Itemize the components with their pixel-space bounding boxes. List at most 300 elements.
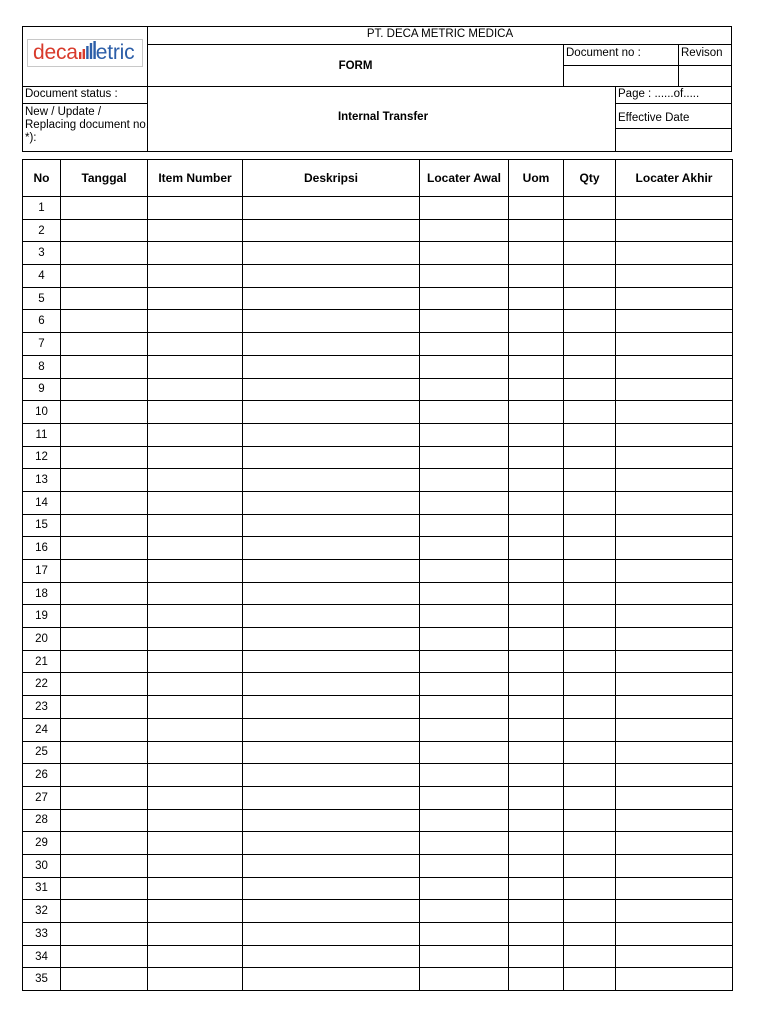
table-cell[interactable] [616,923,733,946]
table-cell[interactable] [420,582,509,605]
table-cell[interactable] [61,809,148,832]
table-row [23,514,733,537]
table-cell[interactable] [420,219,509,242]
table-cell[interactable] [616,514,733,537]
table-cell[interactable] [61,197,148,220]
table-cell[interactable] [564,310,616,333]
table-cell[interactable] [420,718,509,741]
table-cell[interactable] [148,514,243,537]
table-row [23,900,733,923]
table-cell[interactable] [148,854,243,877]
table-cell[interactable] [148,923,243,946]
table-cell[interactable] [61,900,148,923]
table-cell[interactable] [243,287,420,310]
table-cell[interactable] [509,809,564,832]
table-cell[interactable] [420,945,509,968]
table-cell[interactable] [61,423,148,446]
table-cell[interactable] [420,877,509,900]
table-row [23,333,733,356]
table-row [23,242,733,265]
table-cell[interactable] [148,355,243,378]
table-cell[interactable] [616,537,733,560]
table-cell[interactable] [243,197,420,220]
table-row [23,401,733,424]
table-row [23,923,733,946]
table-cell[interactable] [243,355,420,378]
table-cell[interactable] [148,786,243,809]
table-cell[interactable] [616,219,733,242]
table-cell[interactable] [243,968,420,991]
table-cell[interactable] [243,446,420,469]
table-cell[interactable] [148,401,243,424]
table-cell[interactable] [243,401,420,424]
table-cell[interactable] [564,401,616,424]
table-cell[interactable] [61,446,148,469]
table-cell[interactable] [61,877,148,900]
table-cell[interactable] [509,310,564,333]
table-cell[interactable] [509,786,564,809]
table-cell[interactable] [616,945,733,968]
table-cell[interactable] [61,469,148,492]
table-cell[interactable] [509,628,564,651]
table-row [23,378,733,401]
table-cell[interactable] [564,219,616,242]
table-cell[interactable] [148,809,243,832]
table-cell[interactable] [61,401,148,424]
table-cell[interactable] [420,265,509,288]
table-row [23,877,733,900]
table-cell[interactable] [243,877,420,900]
row-number: 11 [23,423,61,446]
table-cell[interactable] [243,673,420,696]
table-cell[interactable] [243,900,420,923]
table-cell[interactable] [243,741,420,764]
transfer-table [22,159,733,991]
column-header: Locater Awal [420,160,509,197]
table-cell[interactable] [616,333,733,356]
table-cell[interactable] [243,469,420,492]
table-row [23,968,733,991]
table-cell[interactable] [564,355,616,378]
table-cell[interactable] [564,900,616,923]
table-cell[interactable] [148,877,243,900]
table-cell[interactable] [420,355,509,378]
table-cell[interactable] [564,265,616,288]
table-cell[interactable] [61,582,148,605]
row-number: 28 [23,809,61,832]
table-row [23,673,733,696]
table-cell[interactable] [420,560,509,583]
table-cell[interactable] [148,696,243,719]
table-cell[interactable] [148,491,243,514]
table-cell[interactable] [564,537,616,560]
table-row [23,628,733,651]
table-cell[interactable] [564,514,616,537]
table-cell[interactable] [564,628,616,651]
table-cell[interactable] [243,242,420,265]
row-number: 4 [23,265,61,288]
table-cell[interactable] [148,310,243,333]
table-cell[interactable] [243,560,420,583]
table-cell[interactable] [420,446,509,469]
table-cell[interactable] [243,764,420,787]
row-number: 9 [23,378,61,401]
table-cell[interactable] [420,832,509,855]
document-status-label: Document status : [25,88,118,100]
table-row [23,809,733,832]
table-cell[interactable] [61,741,148,764]
table-cell[interactable] [243,650,420,673]
table-cell[interactable] [420,197,509,220]
table-cell[interactable] [509,764,564,787]
table-cell[interactable] [420,469,509,492]
table-cell[interactable] [243,628,420,651]
logo-text-deca: deca [33,41,78,64]
row-number: 20 [23,628,61,651]
table-cell[interactable] [243,582,420,605]
table-cell[interactable] [616,310,733,333]
table-cell[interactable] [564,854,616,877]
table-cell[interactable] [564,696,616,719]
table-cell[interactable] [564,923,616,946]
table-cell[interactable] [616,287,733,310]
table-row [23,265,733,288]
table-cell[interactable] [616,378,733,401]
table-cell[interactable] [509,650,564,673]
document-no-label: Document no : [566,47,641,59]
row-number: 3 [23,242,61,265]
table-cell[interactable] [616,446,733,469]
row-number: 23 [23,696,61,719]
table-cell[interactable] [509,923,564,946]
table-cell[interactable] [564,491,616,514]
table-cell[interactable] [148,764,243,787]
table-cell[interactable] [420,854,509,877]
table-cell[interactable] [243,537,420,560]
table-row [23,287,733,310]
company-logo [33,41,134,65]
row-number: 21 [23,650,61,673]
table-cell[interactable] [564,832,616,855]
table-cell[interactable] [61,310,148,333]
table-cell[interactable] [509,219,564,242]
table-cell[interactable] [61,650,148,673]
form-header [22,26,732,152]
table-cell[interactable] [616,242,733,265]
table-cell[interactable] [148,197,243,220]
table-cell[interactable] [148,650,243,673]
table-cell[interactable] [61,265,148,288]
table-cell[interactable] [564,378,616,401]
table-cell[interactable] [564,786,616,809]
table-cell[interactable] [564,446,616,469]
table-cell[interactable] [243,219,420,242]
table-cell[interactable] [420,673,509,696]
table-cell[interactable] [243,423,420,446]
row-number: 31 [23,877,61,900]
table-cell[interactable] [61,219,148,242]
table-cell[interactable] [243,605,420,628]
table-cell[interactable] [564,197,616,220]
table-cell[interactable] [616,650,733,673]
table-cell[interactable] [564,469,616,492]
table-cell[interactable] [148,333,243,356]
row-number: 17 [23,560,61,583]
table-row [23,537,733,560]
table-cell[interactable] [148,673,243,696]
table-cell[interactable] [509,514,564,537]
table-cell[interactable] [616,560,733,583]
row-number: 12 [23,446,61,469]
table-cell[interactable] [509,333,564,356]
table-cell[interactable] [61,242,148,265]
column-header: Locater Akhir [616,160,733,197]
table-cell[interactable] [509,718,564,741]
row-number: 30 [23,854,61,877]
table-cell[interactable] [564,945,616,968]
table-cell[interactable] [509,242,564,265]
table-cell[interactable] [616,401,733,424]
table-cell[interactable] [509,265,564,288]
table-cell[interactable] [420,650,509,673]
table-cell[interactable] [61,605,148,628]
table-cell[interactable] [420,491,509,514]
table-cell[interactable] [564,423,616,446]
table-cell[interactable] [616,469,733,492]
table-cell[interactable] [616,265,733,288]
table-row [23,718,733,741]
table-cell[interactable] [509,491,564,514]
table-cell[interactable] [509,537,564,560]
table-cell[interactable] [616,673,733,696]
row-number: 27 [23,786,61,809]
column-header: No [23,160,61,197]
effective-date-label: Effective Date [618,112,690,124]
table-cell[interactable] [564,877,616,900]
table-cell[interactable] [243,333,420,356]
table-cell[interactable] [420,242,509,265]
table-cell[interactable] [61,673,148,696]
table-cell[interactable] [61,560,148,583]
table-cell[interactable] [564,560,616,583]
table-cell[interactable] [564,741,616,764]
table-cell[interactable] [243,378,420,401]
table-cell[interactable] [564,809,616,832]
table-cell[interactable] [420,378,509,401]
table-cell[interactable] [243,786,420,809]
table-cell[interactable] [61,923,148,946]
table-cell[interactable] [509,900,564,923]
row-number: 26 [23,764,61,787]
table-cell[interactable] [148,242,243,265]
table-cell[interactable] [616,605,733,628]
table-cell[interactable] [61,537,148,560]
column-header: Deskripsi [243,160,420,197]
table-cell[interactable] [61,378,148,401]
table-cell[interactable] [61,696,148,719]
table-cell[interactable] [420,900,509,923]
table-cell[interactable] [148,287,243,310]
table-cell[interactable] [616,877,733,900]
table-cell[interactable] [61,333,148,356]
row-number: 8 [23,355,61,378]
table-cell[interactable] [61,832,148,855]
table-cell[interactable] [420,287,509,310]
table-cell[interactable] [509,197,564,220]
table-cell[interactable] [616,628,733,651]
table-cell[interactable] [61,514,148,537]
table-cell[interactable] [420,968,509,991]
table-cell[interactable] [564,673,616,696]
table-cell[interactable] [509,401,564,424]
table-cell[interactable] [61,491,148,514]
table-cell[interactable] [420,537,509,560]
table-cell[interactable] [616,582,733,605]
table-cell[interactable] [564,968,616,991]
table-cell[interactable] [61,355,148,378]
table-cell[interactable] [148,423,243,446]
table-cell[interactable] [420,923,509,946]
table-cell[interactable] [420,401,509,424]
table-cell[interactable] [148,900,243,923]
table-cell[interactable] [564,764,616,787]
table-cell[interactable] [564,718,616,741]
row-number: 7 [23,333,61,356]
table-cell[interactable] [564,287,616,310]
table-cell[interactable] [616,423,733,446]
table-cell[interactable] [61,287,148,310]
table-cell[interactable] [564,242,616,265]
table-cell[interactable] [148,628,243,651]
table-cell[interactable] [61,718,148,741]
table-row [23,945,733,968]
table-cell[interactable] [616,854,733,877]
table-cell[interactable] [509,560,564,583]
table-cell[interactable] [509,287,564,310]
table-cell[interactable] [509,854,564,877]
table-cell[interactable] [509,446,564,469]
table-cell[interactable] [616,764,733,787]
table-cell[interactable] [148,265,243,288]
table-cell[interactable] [509,355,564,378]
table-cell[interactable] [509,605,564,628]
row-number: 1 [23,197,61,220]
table-cell[interactable] [616,197,733,220]
table-cell[interactable] [509,673,564,696]
table-cell[interactable] [243,945,420,968]
column-header: Item Number [148,160,243,197]
table-cell[interactable] [509,423,564,446]
table-cell[interactable] [148,945,243,968]
table-cell[interactable] [616,900,733,923]
row-number: 5 [23,287,61,310]
table-cell[interactable] [420,696,509,719]
table-cell[interactable] [616,696,733,719]
table-cell[interactable] [509,469,564,492]
table-cell[interactable] [61,628,148,651]
table-cell[interactable] [148,446,243,469]
table-cell[interactable] [61,786,148,809]
table-cell[interactable] [420,786,509,809]
table-cell[interactable] [564,333,616,356]
table-cell[interactable] [420,333,509,356]
table-cell[interactable] [616,968,733,991]
table-cell[interactable] [148,560,243,583]
table-cell[interactable] [420,514,509,537]
table-cell[interactable] [616,832,733,855]
table-cell[interactable] [509,741,564,764]
table-cell[interactable] [148,582,243,605]
table-cell[interactable] [420,423,509,446]
table-row [23,832,733,855]
table-cell[interactable] [61,945,148,968]
table-cell[interactable] [616,491,733,514]
table-row [23,854,733,877]
page-label: Page : ......of..... [618,88,700,100]
table-cell[interactable] [243,832,420,855]
table-cell[interactable] [148,469,243,492]
table-cell[interactable] [420,741,509,764]
table-cell[interactable] [243,718,420,741]
table-cell[interactable] [509,945,564,968]
table-cell[interactable] [243,696,420,719]
table-cell[interactable] [564,582,616,605]
table-cell[interactable] [616,809,733,832]
row-number: 34 [23,945,61,968]
table-cell[interactable] [61,854,148,877]
table-cell[interactable] [148,832,243,855]
table-cell[interactable] [243,809,420,832]
table-cell[interactable] [148,718,243,741]
table-cell[interactable] [509,582,564,605]
table-cell[interactable] [148,219,243,242]
table-cell[interactable] [61,764,148,787]
table-cell[interactable] [420,605,509,628]
table-cell[interactable] [616,355,733,378]
table-cell[interactable] [243,923,420,946]
table-cell[interactable] [61,968,148,991]
table-cell[interactable] [243,514,420,537]
table-cell[interactable] [148,378,243,401]
table-cell[interactable] [509,832,564,855]
table-cell[interactable] [148,968,243,991]
row-number: 22 [23,673,61,696]
table-cell[interactable] [148,605,243,628]
table-cell[interactable] [420,809,509,832]
table-cell[interactable] [420,310,509,333]
table-cell[interactable] [616,718,733,741]
table-cell[interactable] [509,378,564,401]
table-cell[interactable] [243,491,420,514]
table-cell[interactable] [420,628,509,651]
table-cell[interactable] [564,650,616,673]
table-cell[interactable] [616,741,733,764]
form-title: Internal Transfer [337,111,429,123]
table-cell[interactable] [509,968,564,991]
table-cell[interactable] [509,877,564,900]
table-cell[interactable] [243,854,420,877]
table-cell[interactable] [420,764,509,787]
table-cell[interactable] [616,786,733,809]
table-row [23,446,733,469]
table-cell[interactable] [148,741,243,764]
table-cell[interactable] [148,537,243,560]
table-cell[interactable] [509,696,564,719]
table-cell[interactable] [564,605,616,628]
table-row [23,469,733,492]
table-cell[interactable] [243,265,420,288]
table-cell[interactable] [243,310,420,333]
